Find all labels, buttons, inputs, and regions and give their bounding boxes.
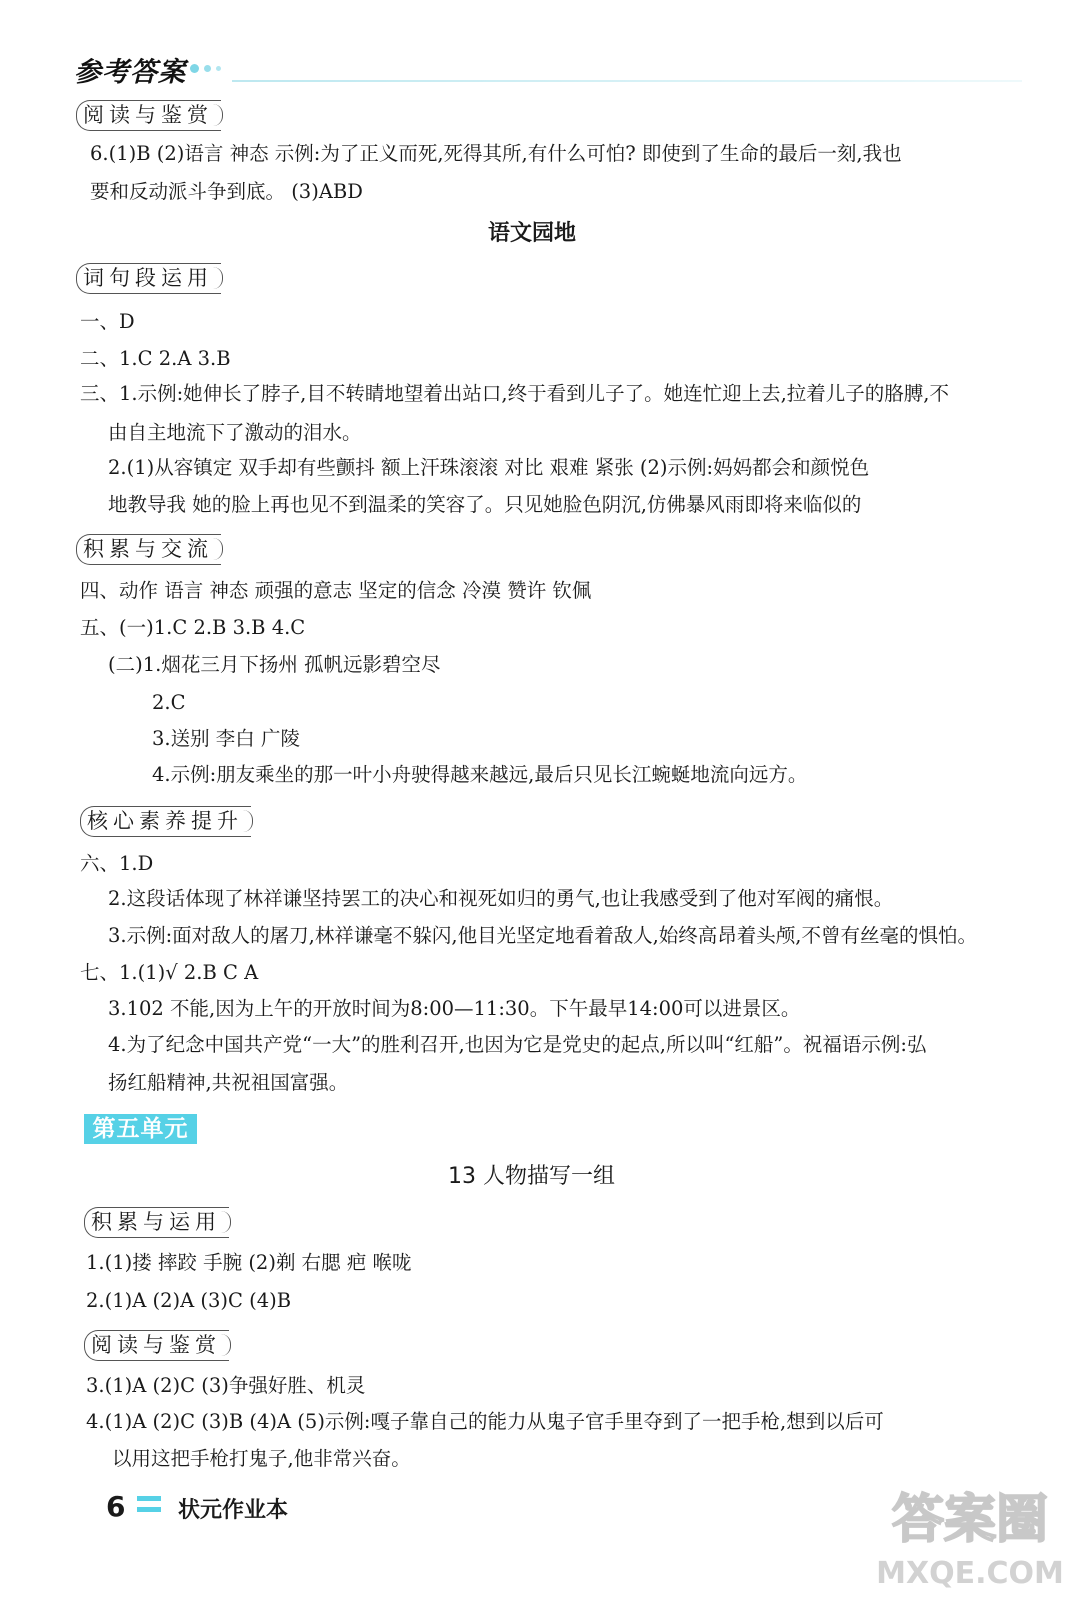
lesson-title: 13 人物描写一组 bbox=[448, 1164, 615, 1189]
watermark-text: 答案圈 bbox=[891, 1490, 1049, 1550]
chapter-title-garden: 语文园地 bbox=[488, 221, 577, 246]
answer-line: 4.示例:朋友乘坐的那一叶小舟驶得越来越远,最后只见长江蜿蜒地流向远方。 bbox=[152, 763, 808, 786]
book-title: 状元作业本 bbox=[178, 1498, 289, 1523]
answer-line: 要和反动派斗争到底。 (3)ABD bbox=[90, 180, 363, 203]
answer-line: 扬红船精神,共祝祖国富强。 bbox=[108, 1071, 349, 1094]
answer-line: 三、1.示例:她伸长了脖子,目不转睛地望着出站口,终于看到儿子了。她连忙迎上去,拉着儿子的胳膊,不 bbox=[80, 382, 949, 405]
watermark-logo bbox=[870, 1475, 1070, 1595]
answer-line: 3.(1)A (2)C (3)争强好胜、机灵 bbox=[86, 1374, 366, 1397]
answer-line: 地教导我 她的脸上再也见不到温柔的笑容了。只见她脸色阴沉,仿佛暴风雨即将来临似的 bbox=[108, 493, 862, 516]
answer-line: 4.为了纪念中国共产党“一大”的胜利召开,也因为它是党史的起点,所以叫“红船”。祝福语示例:弘 bbox=[108, 1033, 927, 1056]
answer-line: (二)1.烟花三月下扬州 孤帆远影碧空尽 bbox=[108, 653, 441, 676]
unit-label-badge: 第五单元 bbox=[84, 1114, 197, 1144]
page-number: 6 bbox=[106, 1490, 126, 1523]
section-heading-reading-1: 阅读与鉴赏 bbox=[76, 100, 221, 131]
answer-line: 四、动作 语言 神态 顽强的意志 坚定的信念 冷漠 赞许 钦佩 bbox=[80, 579, 592, 602]
answer-line: 2.这段话体现了林祥谦坚持罢工的决心和视死如归的勇气,也让我感受到了他对军阀的痛恨。 bbox=[108, 887, 894, 910]
answer-line: 1.(1)搂 摔跤 手腕 (2)剃 右腮 疤 喉咙 bbox=[86, 1251, 412, 1274]
header-title: 参考答案 bbox=[74, 57, 186, 88]
answer-line: 以用这把手枪打鬼子,他非常兴奋。 bbox=[112, 1447, 411, 1470]
section-heading-core: 核心素养提升 bbox=[80, 806, 251, 837]
header-dots-decoration bbox=[190, 64, 221, 73]
page-number-mark bbox=[137, 1496, 161, 1516]
answer-line: 2.C bbox=[152, 691, 186, 714]
answer-line: 4.(1)A (2)C (3)B (4)A (5)示例:嘎子靠自己的能力从鬼子官手里夺到了一把手枪,想到以后可 bbox=[86, 1410, 884, 1433]
answer-line: 二、1.C 2.A 3.B bbox=[80, 347, 231, 370]
answer-line: 2.(1)从容镇定 双手却有些颤抖 额上汗珠滚滚 对比 艰难 紧张 (2)示例:妈妈都会和颜悦色 bbox=[108, 456, 870, 479]
answer-line: 6.(1)B (2)语言 神态 示例:为了正义而死,死得其所,有什么可怕? 即使到了生命的最后一刻,我也 bbox=[90, 142, 902, 165]
header-divider bbox=[232, 80, 1022, 82]
section-heading-reading-2: 阅读与鉴赏 bbox=[84, 1330, 229, 1361]
answer-line: 一、D bbox=[80, 310, 135, 333]
watermark-url: MXQE.COM bbox=[876, 1556, 1064, 1591]
section-heading-accumulate-use: 积累与运用 bbox=[84, 1207, 229, 1238]
answer-line: 3.示例:面对敌人的屠刀,林祥谦毫不躲闪,他目光坚定地看着敌人,始终高昂着头颅,不曾有丝毫的惧怕。 bbox=[108, 924, 977, 947]
answer-line: 六、1.D bbox=[80, 852, 154, 875]
answer-line: 3.送别 李白 广陵 bbox=[152, 727, 301, 750]
answer-line: 3.102 不能,因为上午的开放时间为8:00—11:30。下午最早14:00可以进景区。 bbox=[108, 997, 801, 1020]
answer-line: 五、(一)1.C 2.B 3.B 4.C bbox=[80, 616, 306, 639]
answer-line: 由自主地流下了激动的泪水。 bbox=[108, 421, 362, 444]
section-heading-accumulate: 积累与交流 bbox=[76, 534, 221, 565]
answer-line: 七、1.(1)√ 2.B C A bbox=[80, 961, 259, 984]
answer-line: 2.(1)A (2)A (3)C (4)B bbox=[86, 1289, 292, 1312]
section-heading-words: 词句段运用 bbox=[76, 263, 221, 294]
